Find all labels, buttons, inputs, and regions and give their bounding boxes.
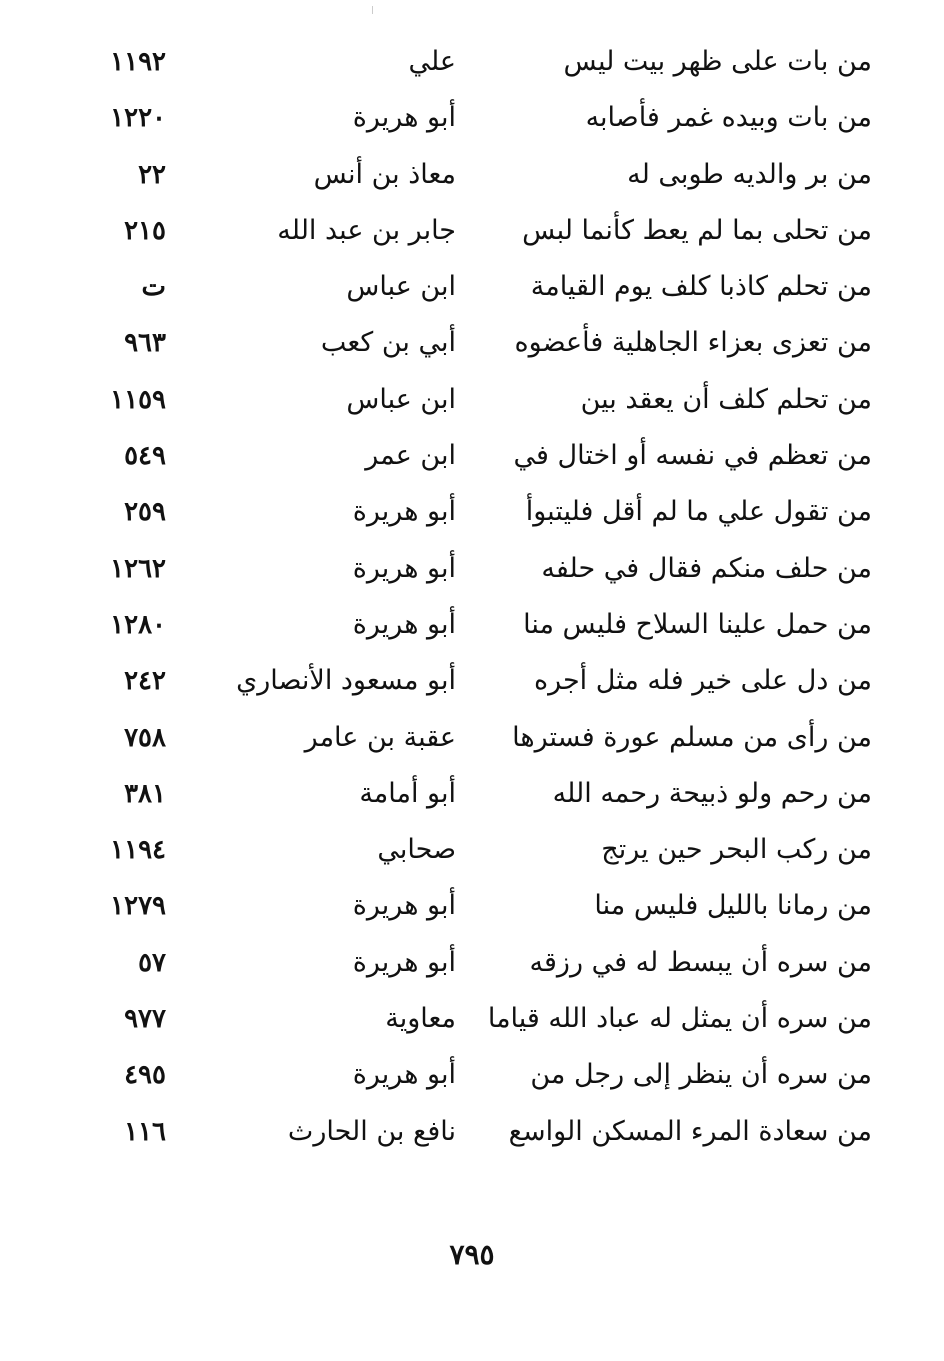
hadith-number: ١٢٨٠: [110, 609, 166, 640]
hadith-number: ١٢٢٠: [110, 103, 166, 134]
table-row: [0, 203, 944, 259]
hadith-text: من رأى من مسلم عورة فسترها: [512, 721, 872, 753]
narrator-name: معاوية: [385, 1003, 456, 1035]
hadith-text: من تحلم كاذبا كلف يوم القيامة: [530, 271, 872, 303]
hadith-number: ٢٥٩: [124, 497, 166, 528]
hadith-text: من سره أن يبسط له في رزقه: [529, 946, 872, 978]
narrator-name: ابن عباس: [346, 271, 456, 303]
table-row: [0, 935, 944, 991]
hadith-number: ١١٩٤: [110, 835, 166, 866]
table-row: [0, 1104, 944, 1160]
table-row: [0, 597, 944, 653]
narrator-name: نافع بن الحارث: [287, 1115, 456, 1147]
narrator-name: جابر بن عبد الله: [277, 214, 456, 246]
hadith-number: ٤٩٥: [124, 1060, 166, 1091]
narrator-name: أبو هريرة: [352, 890, 456, 922]
hadith-text: من سعادة المرء المسكن الواسع: [508, 1115, 872, 1147]
narrator-name: أبو هريرة: [352, 496, 456, 528]
hadith-number: ٣٨١: [124, 778, 166, 809]
hadith-number: ٩٦٣: [124, 328, 166, 359]
table-row: [0, 428, 944, 484]
hadith-text: من سره أن يمثل له عباد الله قياما: [487, 1003, 872, 1035]
hadith-text: من تقول علي ما لم أقل فليتبوأ: [525, 496, 872, 528]
hadith-number: ٩٧٧: [124, 1004, 166, 1035]
page-number: ٧٩٥: [449, 1238, 495, 1271]
narrator-name: أبو أمامة: [359, 777, 456, 809]
hadith-number: ١١٩٢: [110, 47, 166, 77]
hadith-text: من رحم ولو ذبيحة رحمه الله: [552, 777, 872, 809]
hadith-text: من بات وبيده غمر فأصابه: [585, 102, 872, 134]
scan-mark: [372, 6, 373, 14]
hadith-number: ٢١٥: [124, 215, 166, 246]
hadith-number: ٧٥٨: [124, 722, 166, 753]
narrator-name: ابن عمر: [365, 440, 456, 472]
table-row: [0, 147, 944, 203]
table-row: [0, 541, 944, 597]
hadith-text: من حلف منكم فقال في حلفه: [541, 552, 872, 584]
hadith-number: ١٢٦٢: [110, 553, 166, 584]
narrator-name: أبو مسعود الأنصاري: [236, 665, 456, 697]
table-row: [0, 90, 944, 146]
hadith-number: ٢٢: [138, 159, 166, 190]
hadith-number: ٢٤٢: [124, 666, 166, 697]
narrator-name: ابن عباس: [346, 383, 456, 415]
narrator-name: عقبة بن عامر: [304, 721, 456, 753]
hadith-number: ١١٦: [124, 1116, 166, 1147]
narrator-name: أبو هريرة: [352, 1059, 456, 1091]
hadith-number: ٥٧: [138, 947, 166, 978]
hadith-text: من تحلم كلف أن يعقد بين: [580, 383, 872, 415]
narrator-name: علي: [408, 46, 456, 77]
narrator-name: أبي بن كعب: [320, 327, 456, 359]
hadith-text: من تعظم في نفسه أو اختال في: [513, 440, 872, 472]
hadith-number: ١٢٧٩: [110, 891, 166, 922]
hadith-index-table: [0, 34, 944, 1160]
hadith-text: من بات على ظهر بيت ليس: [563, 46, 872, 77]
narrator-name: أبو هريرة: [352, 608, 456, 640]
hadith-number: ت: [141, 272, 166, 303]
hadith-text: من تحلى بما لم يعط كأنما لبس: [522, 214, 872, 246]
hadith-text: من دل على خير فله مثل أجره: [533, 665, 872, 697]
table-row: [0, 878, 944, 934]
hadith-text: من حمل علينا السلاح فليس منا: [523, 608, 872, 640]
table-row: [0, 766, 944, 822]
narrator-name: معاذ بن أنس: [313, 158, 456, 190]
table-row: [0, 653, 944, 709]
table-row: [0, 484, 944, 540]
table-row: [0, 259, 944, 315]
table-row: [0, 372, 944, 428]
hadith-text: من بر والديه طوبى له: [627, 158, 872, 190]
table-row: [0, 315, 944, 371]
hadith-number: ١١٥٩: [110, 384, 166, 415]
hadith-text: من رمانا بالليل فليس منا: [594, 890, 872, 922]
narrator-name: صحابي: [377, 834, 456, 866]
table-row: [0, 991, 944, 1047]
hadith-text: من سره أن ينظر إلى رجل من: [530, 1059, 872, 1091]
table-row: [0, 34, 944, 90]
hadith-text: من ركب البحر حين يرتج: [601, 834, 872, 866]
narrator-name: أبو هريرة: [352, 552, 456, 584]
table-row: [0, 710, 944, 766]
table-row: [0, 1047, 944, 1103]
table-row: [0, 822, 944, 878]
hadith-number: ٥٤٩: [124, 441, 166, 472]
hadith-text: من تعزى بعزاء الجاهلية فأعضوه: [514, 327, 872, 359]
narrator-name: أبو هريرة: [352, 102, 456, 134]
narrator-name: أبو هريرة: [352, 946, 456, 978]
